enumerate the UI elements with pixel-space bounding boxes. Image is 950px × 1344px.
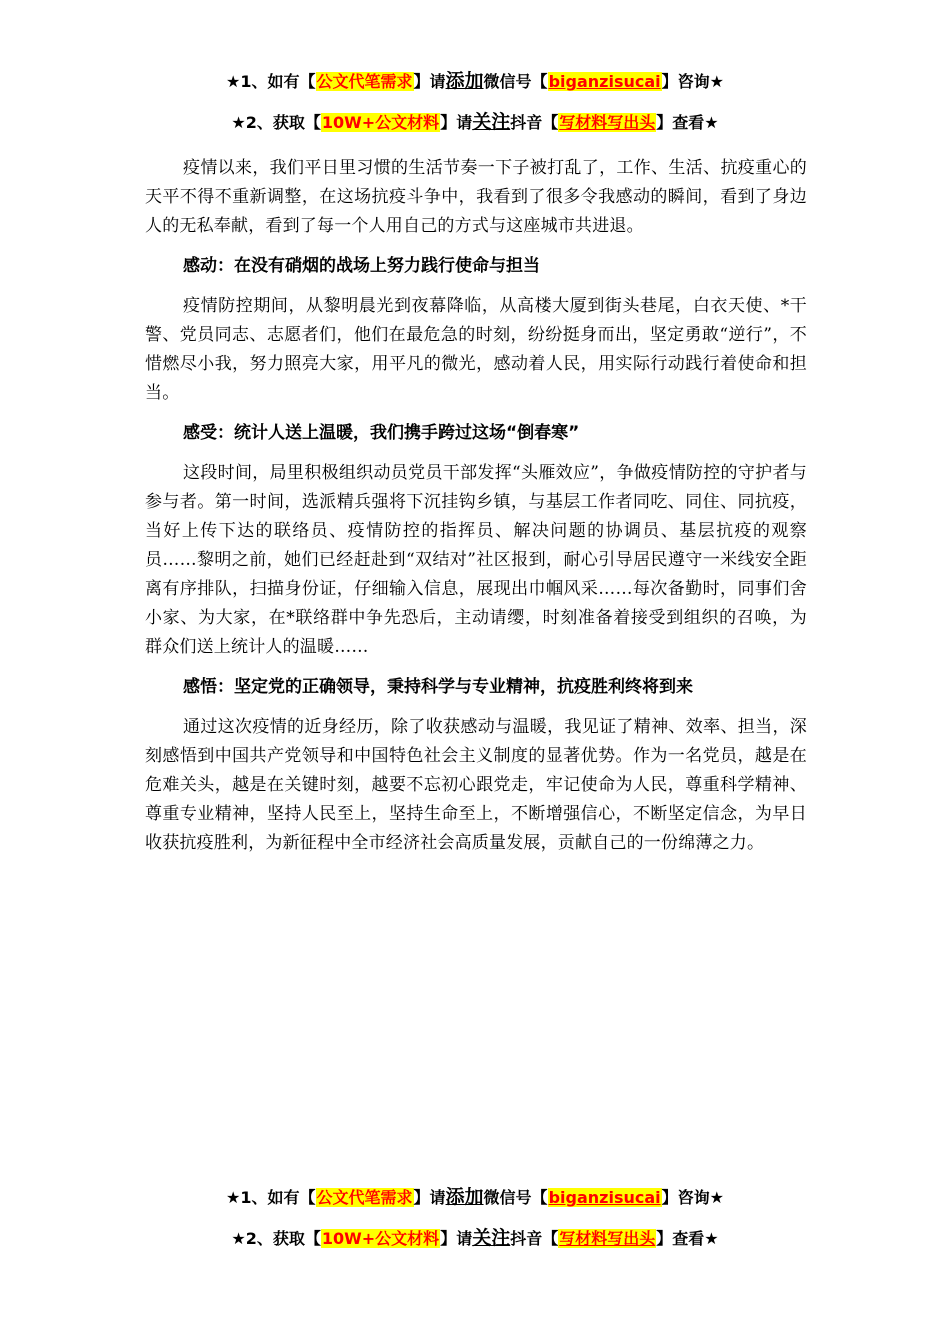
bottom-banner-line-1: [0, 1185, 950, 1210]
banner-emphasis: 关注: [472, 111, 511, 133]
bottom-banner-line-2: [0, 1226, 950, 1251]
banner-text: 抖音【: [510, 1229, 559, 1248]
banner-suffix: 】咨询★: [661, 72, 724, 91]
banner-suffix: 】咨询★: [661, 1188, 724, 1207]
banner-highlight-douyin: 写材料写出头: [559, 1229, 656, 1248]
banner-highlight-service: 公文代笔需求: [316, 1188, 413, 1207]
banner-text: 】请: [440, 1229, 473, 1248]
banner-prefix: ★2、获取【: [231, 113, 321, 132]
banner-prefix: ★2、获取【: [231, 1229, 321, 1248]
banner-prefix: ★1、如有【: [226, 72, 316, 91]
section-heading-warmth: 感受：统计人送上温暖，我们携手跨过这场“倒春寒”: [183, 423, 580, 443]
banner-text: 微信号【: [483, 72, 548, 91]
section-heading-moved: 感动：在没有硝烟的战场上努力践行使命与担当: [183, 256, 540, 276]
banner-emphasis: 关注: [472, 1227, 511, 1249]
section-paragraph-moved: 疫情防控期间，从黎明晨光到夜幕降临，从高楼大厦到街头巷尾，白衣天使、*干警、党员同志、志愿者们，他们在最危急的时刻，纷纷挺身而出，坚定勇敢“逆行”，不惜燃尽小我，努力照亮大家，用平凡的微光，感动着人民，用实际行动践行着使命和担当。: [145, 296, 807, 403]
banner-highlight-wechat-id: biganzisucai: [548, 72, 661, 91]
banner-highlight-materials: 10W+公文材料: [321, 113, 440, 132]
article-body: [145, 154, 807, 858]
banner-emphasis: 添加: [445, 1186, 484, 1208]
section-paragraph-insight: 通过这次疫情的近身经历，除了收获感动与温暖，我见证了精神、效率、担当，深刻感悟到中国共产党领导和中国特色社会主义制度的显著优势。作为一名党员，越是在危难关头，越是在关键时刻，越要不忘初心跟党走，牢记使命为人民，尊重科学精神、尊重专业精神，坚持人民至上，坚持生命至上，不断增强信心，不断坚定信念，为早日收获抗疫胜利，为新征程中全市经济社会高质量发展，贡献自己的一份绵薄之力。: [145, 717, 807, 853]
banner-text: 】请: [440, 113, 473, 132]
banner-emphasis: 添加: [445, 70, 484, 92]
banner-highlight-wechat-id: biganzisucai: [548, 1188, 661, 1207]
banner-highlight-service: 公文代笔需求: [316, 72, 413, 91]
section-heading-insight: 感悟：坚定党的正确领导，秉持科学与专业精神，抗疫胜利终将到来: [183, 677, 693, 697]
banner-text: 微信号【: [483, 1188, 548, 1207]
banner-highlight-materials: 10W+公文材料: [321, 1229, 440, 1248]
top-banner-line-2: [0, 110, 950, 135]
banner-prefix: ★1、如有【: [226, 1188, 316, 1207]
banner-suffix: 】查看★: [656, 1229, 719, 1248]
intro-paragraph: 疫情以来，我们平日里习惯的生活节奏一下子被打乱了，工作、生活、抗疫重心的天平不得不重新调整，在这场抗疫斗争中，我看到了很多令我感动的瞬间，看到了身边人的无私奉献，看到了每一个人用自己的方式与这座城市共进退。: [145, 158, 807, 236]
banner-text: 】请: [413, 1188, 446, 1207]
section-paragraph-warmth: 这段时间，局里积极组织动员党员干部发挥“头雁效应”，争做疫情防控的守护者与参与者。第一时间，选派精兵强将下沉挂钩乡镇，与基层工作者同吃、同住、同抗疫，当好上传下达的联络员、疫情防控的指挥员、解决问题的协调员、基层抗疫的观察员……黎明之前，她们已经赶赴到“双结对”社区报到，耐心引导居民遵守一米线安全距离有序排队，扫描身份证，仔细输入信息，展现出巾帼风采……每次备勤时，同事们舍小家、为大家，在*联络群中争先恐后，主动请缨，时刻准备着接受到组织的召唤，为群众们送上统计人的温暖……: [145, 463, 807, 657]
banner-suffix: 】查看★: [656, 113, 719, 132]
banner-text: 】请: [413, 72, 446, 91]
top-banner-line-1: [0, 69, 950, 94]
banner-text: 抖音【: [510, 113, 559, 132]
banner-highlight-douyin: 写材料写出头: [559, 113, 656, 132]
